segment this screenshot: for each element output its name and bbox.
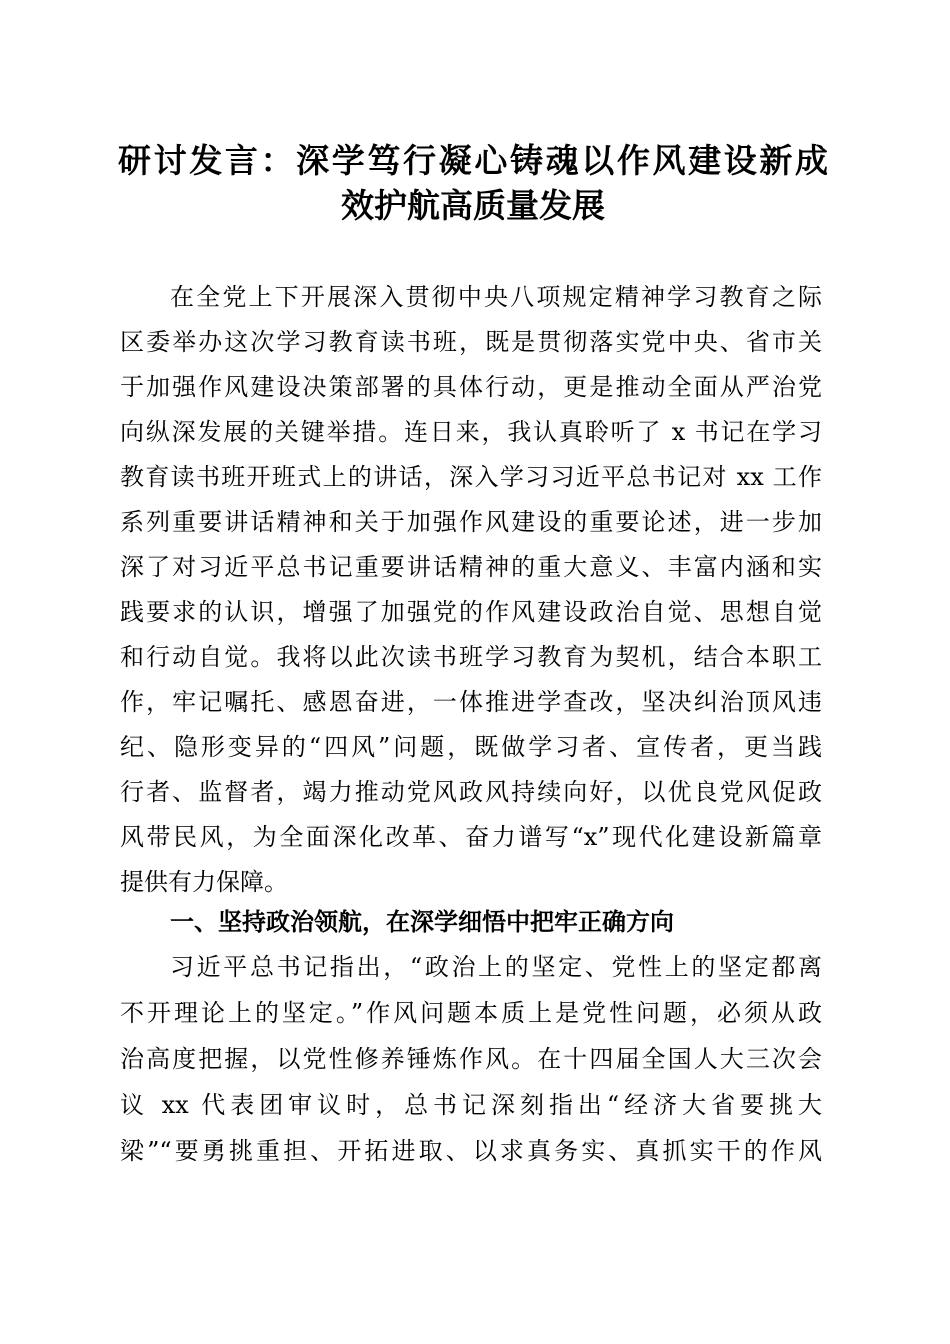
text-line: 在全党上下开展深入贯彻中央八项规定精神学习教育之际 bbox=[170, 283, 822, 311]
text-line: 区委举办这次学习教育读书班，既是贯彻落实党中央、省市关 bbox=[120, 328, 822, 356]
text-line: 纪、隐形变异的“四风”问题，既做学习者、宣传者，更当践 bbox=[120, 733, 822, 761]
text-line: 行者、监督者，竭力推动党风政风持续向好，以优良党风促政 bbox=[120, 778, 822, 806]
document-title-line-1: 研讨发言：深学笃行凝心铸魂以作风建设新成 bbox=[118, 141, 828, 180]
text-line: 议 xx 代表团审议时，总书记深刻指出“经济大省要挑大 bbox=[120, 1091, 822, 1119]
text-line: 不开理论上的坚定。”作风问题本质上是党性问题，必须从政 bbox=[120, 999, 822, 1027]
text-line: 作，牢记嘱托、感恩奋进，一体推进学查改，坚决纠治顶风违 bbox=[120, 688, 822, 716]
text-line: 向纵深发展的关键举措。连日来，我认真聆听了 x 书记在学习 bbox=[120, 418, 822, 446]
document-title-line-2: 效护航高质量发展 bbox=[341, 186, 605, 225]
text-line: 教育读书班开班式上的讲话，深入学习习近平总书记对 xx 工作 bbox=[120, 463, 822, 491]
text-line: 践要求的认识，增强了加强党的作风建设政治自觉、思想自觉 bbox=[120, 598, 822, 626]
text-line: 系列重要讲话精神和关于加强作风建设的重要论述，进一步加 bbox=[120, 508, 822, 536]
text-line: 治高度把握，以党性修养锤炼作风。在十四届全国人大三次会 bbox=[120, 1045, 822, 1073]
text-line: 于加强作风建设决策部署的具体行动，更是推动全面从严治党 bbox=[120, 373, 822, 401]
text-line: 习近平总书记指出，“政治上的坚定、党性上的坚定都离 bbox=[170, 953, 822, 981]
text-line: 提供有力保障。 bbox=[120, 868, 288, 896]
text-line: 梁”“要勇挑重担、开拓进取、以求真务实、真抓实干的作风 bbox=[120, 1137, 822, 1165]
text-line: 和行动自觉。我将以此次读书班学习教育为契机，结合本职工 bbox=[120, 643, 822, 671]
text-line: 深了对习近平总书记重要讲话精神的重大意义、丰富内涵和实 bbox=[120, 553, 822, 581]
section-heading: 一、坚持政治领航，在深学细悟中把牢正确方向 bbox=[170, 908, 674, 936]
text-line: 风带民风，为全面深化改革、奋力谱写“x”现代化建设新篇章 bbox=[120, 823, 822, 851]
